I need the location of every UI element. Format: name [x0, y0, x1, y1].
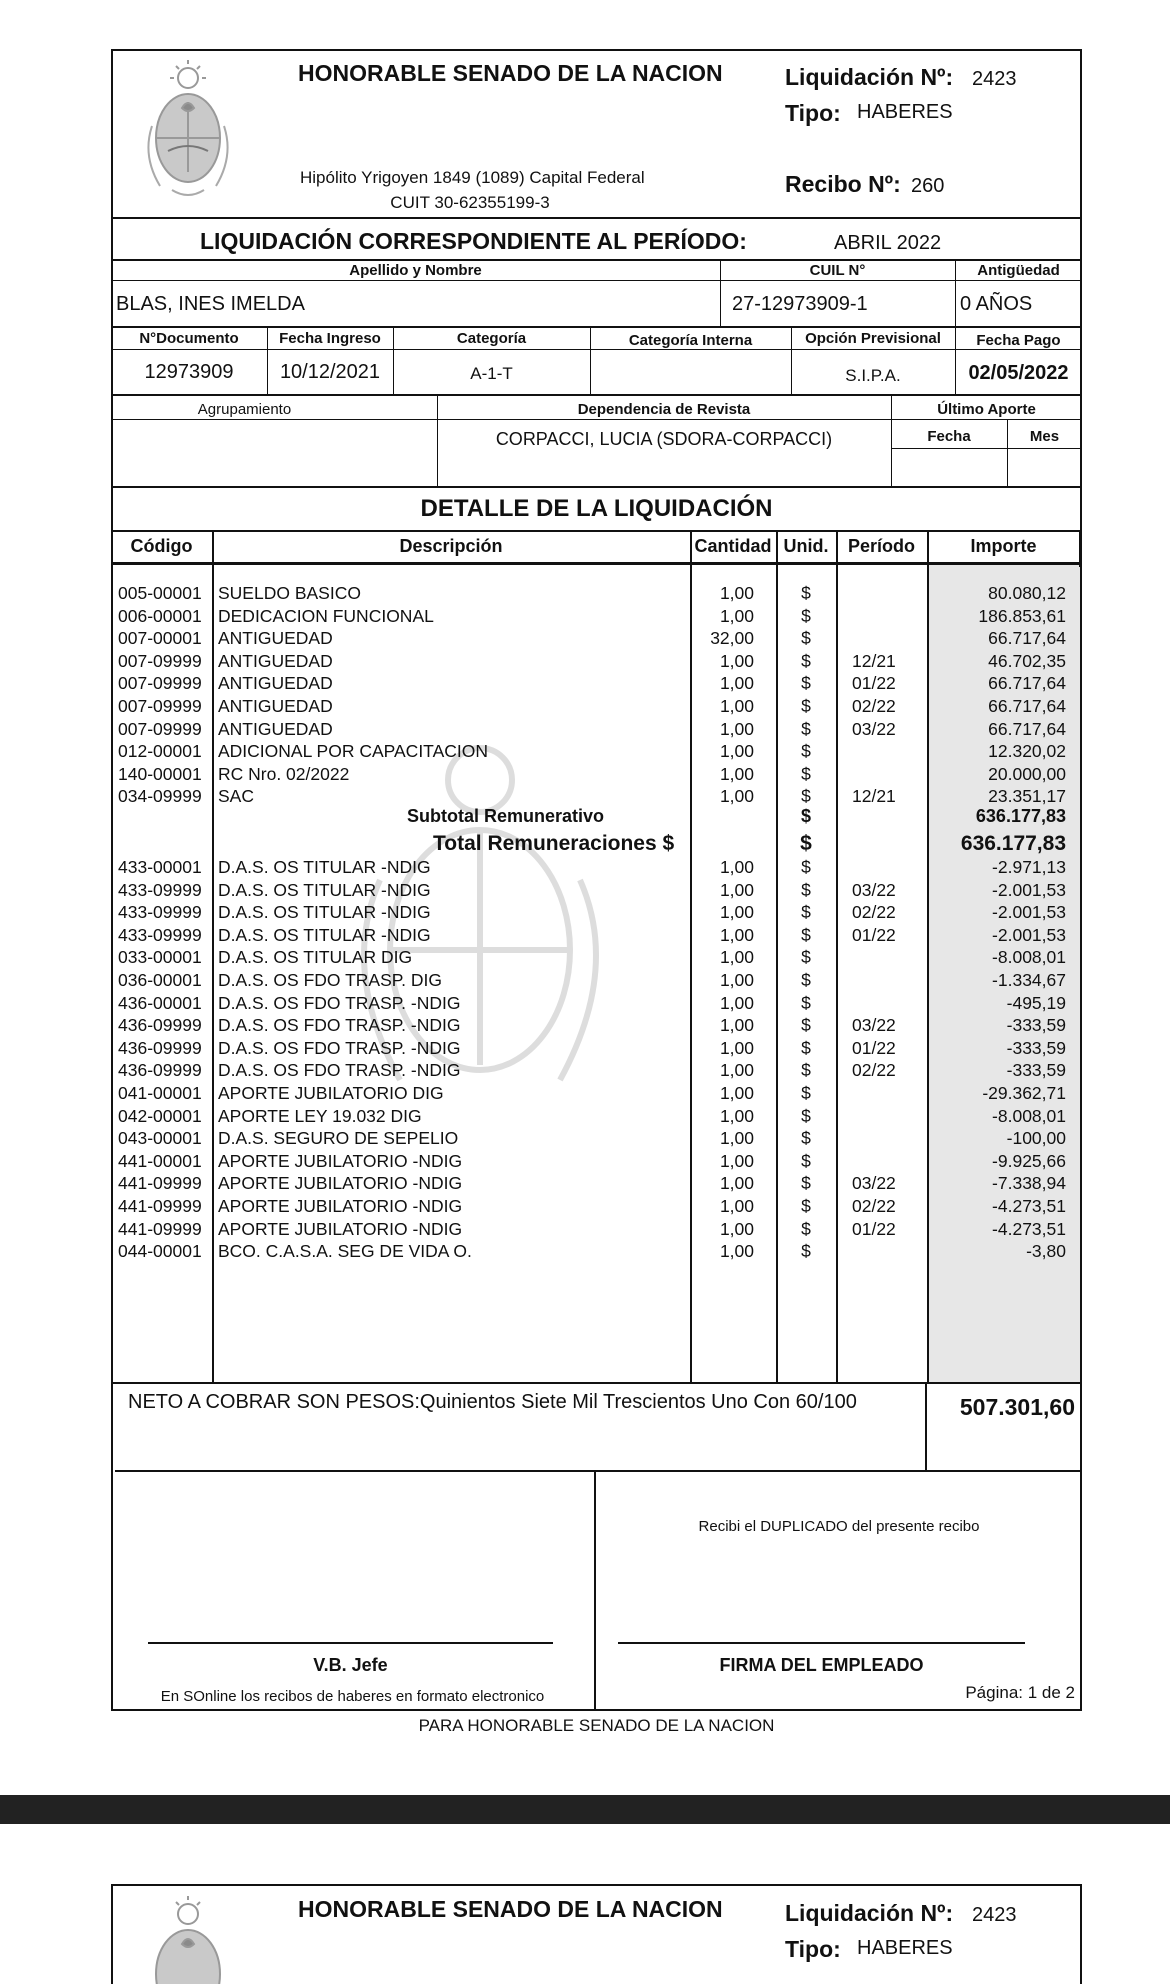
description-cell: D.A.S. OS TITULAR -NDIG	[218, 902, 431, 923]
description-cell: D.A.S. OS FDO TRASP. -NDIG	[218, 1015, 461, 1036]
documento-value: 12973909	[144, 361, 234, 383]
col-descripcion: Descripción	[399, 536, 503, 556]
table-row	[0, 924, 1170, 947]
table-row	[0, 718, 1170, 741]
code-cell: 012-00001	[118, 741, 202, 762]
unit-cell: $	[801, 1015, 811, 1036]
code-cell: 441-09999	[118, 1173, 202, 1194]
table-row	[0, 582, 1170, 605]
unit-cell: $	[801, 786, 811, 807]
description-cell: ANTIGUEDAD	[218, 696, 333, 716]
total-label: Total Remuneraciones $	[433, 832, 675, 855]
quantity-cell: 1,00	[719, 1173, 754, 1194]
agrupamiento-label: Agrupamiento	[197, 401, 292, 418]
description-cell: ADICIONAL POR CAPACITACION	[218, 741, 488, 762]
amount-cell: 20.000,00	[988, 763, 1066, 784]
code-cell: 441-09999	[118, 1196, 202, 1216]
description-cell: RC Nro. 02/2022	[218, 763, 350, 784]
unit-cell: $	[801, 1196, 811, 1216]
online-note: En SOnline los recibos de haberes en formato electronico	[160, 1688, 545, 1705]
liquidacion-value-2: 2423	[972, 1904, 1017, 1926]
col-periodo: Período	[847, 536, 915, 556]
description-cell: D.A.S. OS TITULAR -NDIG	[218, 857, 431, 877]
pago-value: 02/05/2022	[968, 362, 1069, 384]
col-unid: Unid.	[783, 536, 829, 556]
unit-cell: $	[801, 741, 811, 762]
table-row	[0, 1105, 1170, 1128]
period-cell: 02/22	[852, 902, 896, 923]
description-cell: APORTE JUBILATORIO -NDIG	[218, 1218, 463, 1239]
total-value: 636.177,83	[960, 832, 1066, 855]
code-cell: 007-09999	[118, 673, 202, 694]
description-cell: D.A.S. OS FDO TRASP. DIG	[218, 970, 442, 990]
quantity-cell: 1,00	[719, 650, 754, 671]
description-cell: APORTE LEY 19.032 DIG	[218, 1105, 422, 1126]
description-cell: D.A.S. OS FDO TRASP. -NDIG	[218, 1037, 461, 1058]
unit-cell: $	[801, 696, 811, 716]
description-cell: ANTIGUEDAD	[218, 673, 333, 694]
period-cell: 02/22	[852, 1060, 896, 1081]
period-cell: 01/22	[852, 1037, 896, 1058]
code-cell: 007-00001	[118, 628, 202, 649]
ultimo-aporte-label: Último Aporte	[937, 401, 1036, 418]
amount-cell: -7.338,94	[992, 1173, 1066, 1194]
unit-cell: $	[801, 1128, 811, 1149]
unit-cell: $	[801, 879, 811, 900]
code-cell: 036-00001	[118, 970, 202, 990]
para-footer: PARA HONORABLE SENADO DE LA NACION	[418, 1716, 775, 1735]
code-cell: 433-00001	[118, 857, 202, 877]
employee-name: BLAS, INES IMELDA	[116, 293, 305, 315]
code-cell: 034-09999	[118, 786, 202, 807]
table-row	[0, 672, 1170, 695]
quantity-cell: 1,00	[719, 992, 754, 1013]
quantity-cell: 1,00	[719, 879, 754, 900]
opcion-label: Opción Previsional	[805, 330, 941, 347]
cuil-value: 27-12973909-1	[732, 293, 868, 315]
dependencia-value: CORPACCI, LUCIA (SDORA-CORPACCI)	[495, 429, 833, 449]
quantity-cell: 1,00	[719, 1241, 754, 1262]
code-cell: 005-00001	[118, 583, 202, 603]
neto-label: NETO A COBRAR SON PESOS:Quinientos Siete Mil Trescientos Uno Con 60/100	[128, 1391, 857, 1413]
description-cell: D.A.S. OS TITULAR DIG	[218, 947, 413, 968]
amount-cell: 12.320,02	[988, 741, 1066, 762]
duplicado-text: Recibi el DUPLICADO del presente recibo	[698, 1518, 980, 1535]
amount-cell: 66.717,64	[988, 673, 1066, 694]
unit-cell: $	[801, 1173, 811, 1194]
unit-cell: $	[801, 673, 811, 694]
page-separator-bar	[0, 1795, 1170, 1824]
description-cell: BCO. C.A.S.A. SEG DE VIDA O.	[218, 1241, 472, 1262]
quantity-cell: 1,00	[719, 1218, 754, 1239]
amount-cell: -9.925,66	[992, 1150, 1066, 1171]
unit-cell: $	[801, 718, 811, 739]
code-cell: 044-00001	[118, 1241, 202, 1262]
name-label: Apellido y Nombre	[349, 262, 482, 279]
pagina: Página: 1 de 2	[965, 1683, 1075, 1702]
categoria-value: A-1-T	[470, 364, 513, 383]
antiguedad-value: 0 AÑOS	[960, 293, 1033, 315]
liquidacion-value: 2423	[972, 68, 1017, 90]
table-row	[0, 901, 1170, 924]
code-cell: 436-00001	[118, 992, 202, 1013]
amount-cell: -8.008,01	[992, 947, 1066, 968]
code-cell: 441-00001	[118, 1150, 202, 1171]
period-cell: 02/22	[852, 1196, 896, 1216]
unit-cell: $	[801, 857, 811, 877]
code-cell: 006-00001	[118, 605, 202, 626]
amount-cell: 46.702,35	[988, 650, 1066, 671]
table-row	[0, 1150, 1170, 1173]
ingreso-label: Fecha Ingreso	[279, 330, 381, 347]
table-row	[0, 1082, 1170, 1105]
code-cell: 433-09999	[118, 879, 202, 900]
description-cell: D.A.S. OS TITULAR -NDIG	[218, 879, 431, 900]
institution-cuit: CUIT 30-62355199-3	[390, 193, 550, 212]
tipo-value: HABERES	[857, 101, 953, 123]
code-cell: 041-00001	[118, 1083, 202, 1103]
amount-cell: -4.273,51	[992, 1196, 1066, 1216]
table-row	[0, 992, 1170, 1015]
quantity-cell: 1,00	[719, 1128, 754, 1149]
unit-cell: $	[801, 1150, 811, 1171]
antiguedad-label: Antigüedad	[977, 262, 1060, 279]
amount-cell: 186.853,61	[978, 605, 1066, 626]
quantity-cell: 1,00	[719, 1060, 754, 1081]
code-cell: 007-09999	[118, 696, 202, 716]
coat-of-arms-emblem-2	[138, 1892, 238, 1984]
categoria-label: Categoría	[456, 330, 527, 347]
quantity-cell: 1,00	[719, 786, 754, 807]
col-cantidad: Cantidad	[694, 536, 772, 556]
firma-label: FIRMA DEL EMPLEADO	[719, 1655, 924, 1675]
period-cell: 01/22	[852, 924, 896, 945]
unit-cell: $	[801, 1060, 811, 1081]
table-row	[0, 1195, 1170, 1218]
amount-cell: -495,19	[1006, 992, 1066, 1013]
period-cell: 12/21	[852, 786, 896, 807]
receipt-page-2	[0, 1880, 1170, 1984]
amount-cell: -2.001,53	[992, 902, 1066, 923]
code-cell: 033-00001	[118, 947, 202, 968]
description-cell: APORTE JUBILATORIO -NDIG	[218, 1173, 463, 1194]
period-cell: 03/22	[852, 718, 896, 739]
quantity-cell: 1,00	[719, 857, 754, 877]
detail-title: DETALLE DE LA LIQUIDACIÓN	[420, 495, 773, 522]
code-cell: 441-09999	[118, 1218, 202, 1239]
recibo-value: 260	[911, 175, 945, 197]
period-cell: 12/21	[852, 650, 896, 671]
unit-cell: $	[801, 1218, 811, 1239]
description-cell: ANTIGUEDAD	[218, 718, 333, 739]
unit-cell: $	[801, 583, 811, 603]
subtotal-label: Subtotal Remunerativo	[407, 806, 605, 826]
table-row	[0, 1240, 1170, 1263]
unit-cell: $	[801, 1241, 811, 1262]
description-cell: D.A.S. OS FDO TRASP. -NDIG	[218, 992, 461, 1013]
subtotal-value: 636.177,83	[975, 806, 1066, 826]
description-cell: D.A.S. OS TITULAR -NDIG	[218, 924, 431, 945]
institution-title: HONORABLE SENADO DE LA NACION	[298, 60, 723, 86]
unit-cell: $	[801, 902, 811, 923]
description-cell: D.A.S. OS FDO TRASP. -NDIG	[218, 1060, 461, 1081]
amount-cell: -333,59	[1006, 1060, 1066, 1081]
quantity-cell: 1,00	[719, 924, 754, 945]
table-row	[0, 879, 1170, 902]
unit-cell: $	[801, 1037, 811, 1058]
unit-cell: $	[801, 992, 811, 1013]
mes-label: Mes	[1029, 428, 1060, 445]
code-cell: 436-09999	[118, 1015, 202, 1036]
code-cell: 433-09999	[118, 924, 202, 945]
amount-cell: -2.971,13	[992, 857, 1066, 877]
code-cell: 043-00001	[118, 1128, 202, 1149]
table-row	[0, 1014, 1170, 1037]
table-row	[0, 763, 1170, 786]
quantity-cell: 1,00	[719, 947, 754, 968]
table-row	[0, 740, 1170, 763]
code-cell: 140-00001	[118, 763, 202, 784]
table-row	[0, 650, 1170, 673]
table-row	[0, 605, 1170, 628]
amount-cell: -2.001,53	[992, 924, 1066, 945]
unit-cell: $	[801, 1083, 811, 1103]
quantity-cell: 1,00	[719, 1105, 754, 1126]
table-row	[0, 969, 1170, 992]
col-codigo: Código	[130, 536, 193, 556]
quantity-cell: 1,00	[719, 1015, 754, 1036]
table-row	[0, 856, 1170, 879]
table-row	[0, 1127, 1170, 1150]
vb-jefe-signature-line	[148, 1642, 553, 1644]
employee-signature-line	[618, 1642, 1025, 1644]
description-cell: APORTE JUBILATORIO -NDIG	[218, 1150, 463, 1171]
amount-cell: -100,00	[1006, 1128, 1066, 1149]
unit-cell: $	[801, 628, 811, 649]
code-cell: 007-09999	[118, 650, 202, 671]
amount-cell: -333,59	[1006, 1015, 1066, 1036]
ingreso-value: 10/12/2021	[279, 361, 381, 383]
liquidacion-label-2: Liquidación Nº:	[785, 1900, 954, 1926]
amount-cell: 23.351,17	[988, 786, 1066, 807]
pago-label: Fecha Pago	[976, 332, 1061, 349]
period-cell: 03/22	[852, 1015, 896, 1036]
table-row	[0, 1037, 1170, 1060]
quantity-cell: 1,00	[719, 970, 754, 990]
unit-cell: $	[801, 947, 811, 968]
subtotal-unit: $	[800, 806, 811, 826]
amount-cell: -1.334,67	[992, 970, 1066, 990]
recibo-label: Recibo Nº:	[785, 171, 901, 197]
quantity-cell: 1,00	[719, 741, 754, 762]
description-cell: SAC	[218, 786, 254, 807]
quantity-cell: 1,00	[719, 696, 754, 716]
amount-cell: 66.717,64	[988, 628, 1066, 649]
quantity-cell: 1,00	[719, 673, 754, 694]
table-row	[0, 695, 1170, 718]
table-row	[0, 627, 1170, 650]
amount-cell: -8.008,01	[992, 1105, 1066, 1126]
cuil-label: CUIL N°	[809, 262, 866, 279]
quantity-cell: 1,00	[719, 1196, 754, 1216]
institution-address: Hipólito Yrigoyen 1849 (1089) Capital Federal	[300, 168, 645, 187]
table-row	[0, 1218, 1170, 1241]
amount-cell: -29.362,71	[982, 1083, 1066, 1103]
unit-cell: $	[801, 924, 811, 945]
quantity-cell: 1,00	[719, 583, 754, 603]
table-row	[0, 785, 1170, 808]
code-cell: 433-09999	[118, 902, 202, 923]
period-cell: 03/22	[852, 879, 896, 900]
fecha-label: Fecha	[927, 428, 971, 445]
quantity-cell: 1,00	[719, 605, 754, 626]
quantity-cell: 1,00	[719, 1150, 754, 1171]
unit-cell: $	[801, 763, 811, 784]
code-cell: 436-09999	[118, 1060, 202, 1081]
amount-cell: -4.273,51	[992, 1218, 1066, 1239]
tipo-value-2: HABERES	[857, 1937, 953, 1959]
quantity-cell: 1,00	[719, 1037, 754, 1058]
period-value: ABRIL 2022	[834, 232, 942, 254]
amount-cell: -333,59	[1006, 1037, 1066, 1058]
description-cell: ANTIGUEDAD	[218, 628, 333, 649]
unit-cell: $	[801, 970, 811, 990]
table-row	[0, 1059, 1170, 1082]
period-cell: 01/22	[852, 673, 896, 694]
period-cell: 02/22	[852, 696, 896, 716]
amount-cell: 80.080,12	[988, 583, 1066, 603]
unit-cell: $	[801, 650, 811, 671]
tipo-label-2: Tipo:	[785, 1936, 841, 1962]
description-cell: SUELDO BASICO	[218, 583, 361, 603]
period-label: LIQUIDACIÓN CORRESPONDIENTE AL PERÍODO:	[200, 228, 747, 254]
amount-cell: -3,80	[1026, 1241, 1066, 1262]
institution-title-2: HONORABLE SENADO DE LA NACION	[298, 1896, 723, 1922]
period-cell: 03/22	[852, 1173, 896, 1194]
code-cell: 007-09999	[118, 718, 202, 739]
description-cell: ANTIGUEDAD	[218, 650, 333, 671]
cat-interna-label: Categoría Interna	[628, 332, 753, 349]
quantity-cell: 1,00	[719, 718, 754, 739]
code-cell: 436-09999	[118, 1037, 202, 1058]
amount-cell: 66.717,64	[988, 718, 1066, 739]
tipo-label: Tipo:	[785, 100, 841, 126]
description-cell: D.A.S. SEGURO DE SEPELIO	[218, 1128, 459, 1149]
neto-value: 507.301,60	[959, 1394, 1075, 1420]
quantity-cell: 1,00	[719, 1083, 754, 1103]
table-row	[0, 1172, 1170, 1195]
dependencia-label: Dependencia de Revista	[577, 401, 751, 418]
code-cell: 042-00001	[118, 1105, 202, 1126]
description-cell: DEDICACION FUNCIONAL	[218, 605, 434, 626]
unit-cell: $	[801, 605, 811, 626]
documento-label: N°Documento	[139, 330, 239, 347]
opcion-value: S.I.P.A.	[845, 366, 901, 385]
table-row	[0, 946, 1170, 969]
description-cell: APORTE JUBILATORIO DIG	[218, 1083, 444, 1103]
total-unit: $	[800, 832, 812, 855]
description-cell: APORTE JUBILATORIO -NDIG	[218, 1196, 463, 1216]
col-importe: Importe	[970, 536, 1037, 556]
amount-cell: -2.001,53	[992, 879, 1066, 900]
liquidacion-label: Liquidación Nº:	[785, 64, 954, 90]
quantity-cell: 32,00	[710, 628, 754, 649]
quantity-cell: 1,00	[719, 902, 754, 923]
period-cell: 01/22	[852, 1218, 896, 1239]
amount-cell: 66.717,64	[988, 696, 1066, 716]
vb-jefe-label: V.B. Jefe	[313, 1655, 388, 1675]
unit-cell: $	[801, 1105, 811, 1126]
quantity-cell: 1,00	[719, 763, 754, 784]
